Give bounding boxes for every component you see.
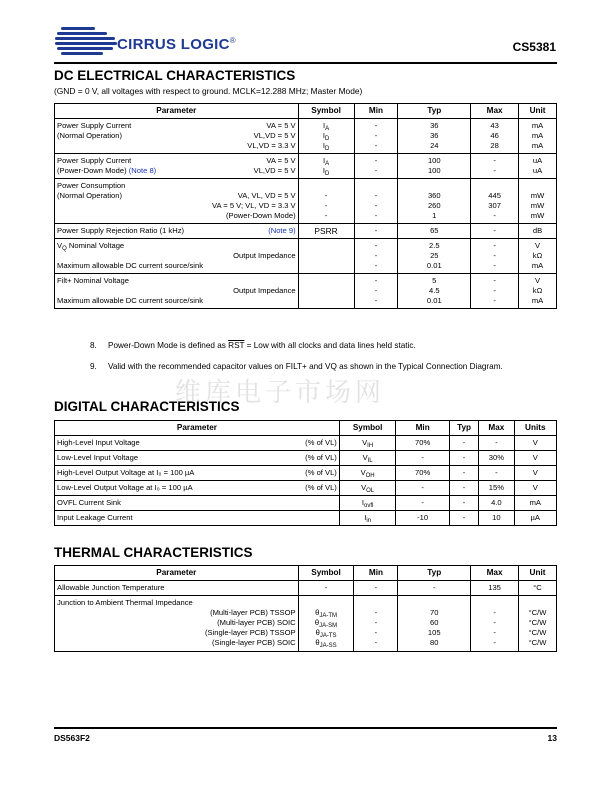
typ-value: 100: [427, 166, 441, 175]
typ-value: 36: [430, 131, 439, 140]
max-value: 46: [490, 131, 499, 140]
unit-value: V: [534, 241, 541, 250]
param-condition: Output Impedance: [233, 251, 296, 260]
column-header: Typ: [398, 104, 471, 119]
typ-value: 1: [432, 211, 437, 220]
symbol-cell: $\theta_{JA-TM}$: [315, 608, 337, 619]
table-row: [55, 496, 557, 511]
footer-rule: [54, 727, 557, 729]
param-label: Power Consumption: [57, 181, 126, 190]
max-value: 4.0: [479, 496, 514, 511]
dc-section-title: DC ELECTRICAL CHARACTERISTICS: [54, 68, 296, 83]
footnote-text: Power-Down Mode is defined as: [108, 341, 229, 350]
part-number: CS5381: [512, 40, 556, 54]
min-value: -10: [396, 511, 450, 526]
table-row: [55, 239, 557, 274]
min-value: -: [374, 261, 378, 270]
param-label: Maximum allowable DC current source/sink: [57, 261, 204, 270]
param-label: Power Supply Rejection Ratio (1 kHz): [57, 226, 185, 235]
unit-value: kΩ: [532, 251, 543, 260]
max-value: -: [493, 618, 496, 627]
param-label: Maximum allowable DC current source/sink: [57, 296, 204, 305]
column-header: Unit: [519, 104, 557, 119]
unit-value: V: [514, 436, 556, 451]
param-condition: VA = 5 V; VL, VD = 3.3 V: [212, 201, 296, 210]
typ-value: -: [449, 451, 478, 466]
param-condition: Output Impedance: [233, 286, 296, 295]
footnote-number: 8.: [90, 341, 97, 350]
typ-value: -: [449, 496, 478, 511]
column-header: Max: [479, 421, 514, 436]
typ-value: 60: [430, 618, 439, 627]
param-label: (Normal Operation): [57, 191, 122, 200]
symbol-cell: $I_{in}$: [339, 511, 396, 526]
watermark: 维库电子市场网: [175, 378, 386, 408]
unit-value: uA: [532, 166, 543, 175]
unit-value: mA: [531, 296, 544, 305]
rst-signal: $\overline{RST}$: [228, 341, 245, 350]
column-header: Symbol: [298, 566, 354, 581]
column-header: Parameter: [55, 421, 340, 436]
typ-value: 100: [427, 156, 441, 165]
table-row: [55, 451, 557, 466]
param-condition: (% of VL): [305, 468, 337, 477]
unit-value: V: [514, 466, 556, 481]
typ-value: 70: [430, 608, 439, 617]
footnote-number: 9.: [90, 362, 97, 371]
typ-value: 260: [427, 201, 441, 210]
symbol-cell: $I_{ovfl}$: [339, 496, 396, 511]
unit-value: mW: [530, 201, 545, 210]
param-condition: (% of VL): [305, 483, 337, 492]
min-value: 70%: [396, 466, 450, 481]
min-value: -: [354, 224, 398, 239]
cirrus-logic-logo: [55, 24, 245, 60]
min-value: -: [374, 251, 378, 260]
unit-value: µA: [514, 511, 556, 526]
max-value: 28: [490, 141, 499, 150]
max-value: 15%: [479, 481, 514, 496]
max-value: 135: [471, 581, 519, 596]
max-value: -: [479, 436, 514, 451]
digital-characteristics-table: [54, 420, 557, 526]
min-value: -: [374, 121, 378, 130]
max-value: -: [471, 224, 519, 239]
min-value: -: [374, 296, 378, 305]
max-value: -: [493, 241, 496, 250]
param-condition: VL,VD = 5 V: [253, 131, 296, 140]
typ-value: -: [449, 466, 478, 481]
param-condition: VA = 5 V: [266, 121, 296, 130]
param-condition: (Power-Down Mode): [225, 211, 296, 220]
column-header: Units: [514, 421, 556, 436]
column-header: Min: [354, 566, 398, 581]
table-row: [55, 119, 557, 154]
unit-value: mA: [531, 131, 544, 140]
symbol-cell: $V_{OL}$: [339, 481, 396, 496]
min-value: -: [374, 201, 378, 210]
column-header: Unit: [519, 566, 557, 581]
footnote-text: Valid with the recommended capacitor values on FILT+ and VQ as shown in the Typical Connection Diagram.: [108, 362, 503, 371]
unit-value: uA: [532, 156, 543, 165]
min-value: -: [374, 141, 378, 150]
typ-value: 0.01: [426, 296, 442, 305]
digital-table-header-row: [55, 421, 557, 436]
symbol-cell: $I_D$: [322, 141, 330, 152]
param-condition: VL,VD = 5 V: [253, 166, 296, 175]
table-row: [55, 596, 557, 652]
unit-value: mA: [514, 496, 556, 511]
symbol-cell: $V_{OH}$: [339, 466, 396, 481]
column-header: Symbol: [298, 104, 354, 119]
symbol-cell: $\theta_{JA-SS}$: [315, 638, 337, 649]
max-value: 307: [488, 201, 501, 210]
param-label: Low-Level Input Voltage: [57, 453, 139, 462]
unit-value: °C/W: [528, 638, 547, 647]
min-value: -: [374, 276, 378, 285]
column-header: Min: [396, 421, 450, 436]
max-value: -: [493, 608, 496, 617]
param-label: Input Leakage Current: [57, 513, 133, 522]
symbol-cell: $V_{IH}$: [339, 436, 396, 451]
param-label: Power Supply Current: [57, 156, 132, 165]
param-condition: (Multi-layer PCB) TSSOP: [210, 608, 296, 617]
column-header: Symbol: [339, 421, 396, 436]
thermal-table-header-row: [55, 566, 557, 581]
column-header: Typ: [398, 566, 471, 581]
symbol-cell: $\theta_{JA-TS}$: [315, 628, 337, 639]
unit-value: °C/W: [528, 608, 547, 617]
unit-value: °C/W: [528, 628, 547, 637]
note-reference-link[interactable]: (Note 8): [128, 166, 157, 175]
min-value: -: [374, 131, 378, 140]
symbol-cell: -: [324, 191, 328, 200]
max-value: -: [493, 296, 496, 305]
max-value: -: [493, 166, 496, 175]
param-condition: (Single-layer PCB) SOIC: [212, 638, 296, 647]
typ-value: 36: [430, 121, 439, 130]
unit-value: mA: [531, 121, 544, 130]
table-row: [55, 154, 557, 179]
min-value: -: [396, 451, 450, 466]
param-label: High-Level Output Voltage at I₀ = 100 µA: [57, 468, 195, 477]
param-condition: (% of VL): [305, 438, 337, 447]
unit-value: °C/W: [528, 618, 547, 627]
unit-value: V: [534, 276, 541, 285]
param-condition: VA, VL, VD = 5 V: [237, 191, 296, 200]
max-value: -: [493, 156, 496, 165]
digital-section-title: DIGITAL CHARACTERISTICS: [54, 399, 240, 414]
min-value: -: [374, 628, 378, 637]
unit-value: °C: [519, 581, 557, 596]
table-row: [55, 511, 557, 526]
thermal-characteristics-table: [54, 565, 557, 652]
column-header: Typ: [449, 421, 478, 436]
symbol-cell: -: [298, 581, 354, 596]
param-label: Low-Level Output Voltage at I₀ = 100 µA: [57, 483, 193, 492]
unit-value: kΩ: [532, 286, 543, 295]
unit-value: mA: [531, 261, 544, 270]
symbol-cell: $V_{IL}$: [339, 451, 396, 466]
param-condition: (Multi-layer PCB) SOIC: [217, 618, 296, 627]
max-value: -: [479, 466, 514, 481]
max-value: -: [493, 628, 496, 637]
column-header: Min: [354, 104, 398, 119]
logo-stripes-icon: [55, 24, 119, 60]
typ-value: -: [449, 481, 478, 496]
dc-section-subtitle: (GND = 0 V, all voltages with respect to ground. MCLK=12.288 MHz; Master Mode): [54, 86, 363, 96]
table-row: [55, 481, 557, 496]
max-value: -: [493, 211, 496, 220]
max-value: 10: [479, 511, 514, 526]
typ-value: 5: [432, 276, 437, 285]
symbol-cell: $I_D$: [322, 131, 330, 142]
param-condition: VL,VD = 3.3 V: [247, 141, 296, 150]
min-value: -: [374, 608, 378, 617]
param-label: OVFL Current Sink: [57, 498, 121, 507]
table-row: [55, 224, 557, 239]
typ-value: 2.5: [429, 241, 440, 250]
min-value: -: [374, 156, 378, 165]
typ-value: 80: [430, 638, 439, 647]
unit-value: mW: [530, 211, 545, 220]
min-value: -: [396, 481, 450, 496]
unit-value: mA: [531, 141, 544, 150]
param-label: (Power-Down Mode): [57, 166, 127, 175]
min-value: -: [374, 241, 378, 250]
table-row: [55, 274, 557, 309]
symbol-cell: PSRR: [298, 224, 354, 239]
symbol-cell: $I_A$: [323, 121, 330, 132]
header-rule: [54, 62, 557, 64]
max-value: 30%: [479, 451, 514, 466]
note-reference-link[interactable]: (Note 9): [268, 226, 296, 235]
typ-value: 65: [398, 224, 471, 239]
logo-registered-mark: ®: [229, 36, 236, 45]
typ-value: 105: [427, 628, 441, 637]
symbol-cell: -: [324, 201, 328, 210]
min-value: -: [374, 618, 378, 627]
min-value: -: [374, 166, 378, 175]
column-header: Parameter: [55, 104, 299, 119]
column-header: Max: [471, 104, 519, 119]
max-value: 43: [490, 121, 499, 130]
max-value: -: [493, 261, 496, 270]
param-condition: VA = 5 V: [266, 156, 296, 165]
unit-value: V: [514, 451, 556, 466]
unit-value: mW: [530, 191, 545, 200]
symbol-cell: $\theta_{JA-SM}$: [314, 618, 338, 629]
max-value: -: [493, 251, 496, 260]
table-row: [55, 179, 557, 224]
logo-text: CIRRUS LOGIC: [117, 36, 230, 53]
param-label: Junction to Ambient Thermal Impedance: [57, 598, 193, 607]
footnote-text: = Low with all clocks and data lines held static.: [244, 341, 416, 350]
param-label: (Normal Operation): [57, 131, 122, 140]
symbol-cell: $I_A$: [323, 156, 330, 167]
table-row: [55, 581, 557, 596]
dc-characteristics-table: [54, 103, 557, 309]
unit-value: dB: [519, 224, 557, 239]
max-value: -: [493, 286, 496, 295]
table-row: [55, 466, 557, 481]
min-value: -: [374, 286, 378, 295]
table-row: [55, 436, 557, 451]
param-label: $V_Q$ Nominal Voltage: [57, 241, 125, 252]
document-number: DS563F2: [54, 733, 90, 743]
param-label: Power Supply Current: [57, 121, 132, 130]
min-value: -: [354, 581, 398, 596]
param-label: Filt+ Nominal Voltage: [57, 276, 129, 285]
param-label: Allowable Junction Temperature: [55, 581, 299, 596]
typ-value: 24: [430, 141, 439, 150]
dc-table-header-row: [55, 104, 557, 119]
column-header: Max: [471, 566, 519, 581]
max-value: -: [493, 638, 496, 647]
typ-value: 25: [430, 251, 439, 260]
max-value: -: [493, 276, 496, 285]
typ-value: -: [398, 581, 471, 596]
param-label: High-Level Input Voltage: [57, 438, 140, 447]
min-value: -: [374, 638, 378, 647]
typ-value: -: [449, 511, 478, 526]
min-value: -: [374, 211, 378, 220]
unit-value: V: [514, 481, 556, 496]
param-condition: (Single-layer PCB) TSSOP: [204, 628, 296, 637]
typ-value: 0.01: [426, 261, 442, 270]
min-value: -: [396, 496, 450, 511]
typ-value: -: [449, 436, 478, 451]
symbol-cell: -: [324, 211, 328, 220]
thermal-section-title: THERMAL CHARACTERISTICS: [54, 545, 253, 560]
symbol-cell: $I_D$: [322, 166, 330, 177]
column-header: Parameter: [55, 566, 299, 581]
page-number: 13: [547, 733, 557, 743]
min-value: -: [374, 191, 378, 200]
typ-value: 4.5: [429, 286, 440, 295]
param-condition: (% of VL): [305, 453, 337, 462]
max-value: 445: [488, 191, 501, 200]
typ-value: 360: [427, 191, 441, 200]
min-value: 70%: [396, 436, 450, 451]
